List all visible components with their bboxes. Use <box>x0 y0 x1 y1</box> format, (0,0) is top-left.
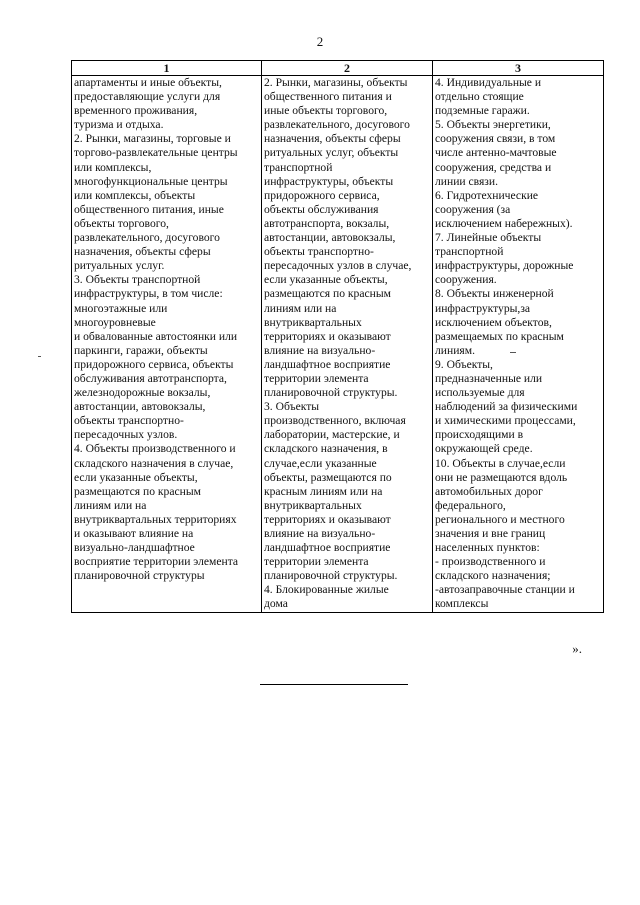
cell-text-line: случае,если указанные <box>264 456 377 470</box>
cell-text-line: торгово-развлекательные центры <box>74 146 238 160</box>
cell-text-line: пересадочных узлов. <box>74 428 178 442</box>
cell-text-line: предназначенные или <box>435 371 543 385</box>
cell-text-line: обслуживания автотранспорта, <box>74 371 227 385</box>
cell-text-line: инфраструктуры, дорожные <box>435 259 574 273</box>
cell-text-line: влияние на визуально- <box>264 527 376 540</box>
column-2-cell <box>262 76 433 613</box>
cell-text-line: общественного питания, иные <box>74 202 224 216</box>
column-header-3: 3 <box>433 61 604 76</box>
cell-text-line: размещаются по красным <box>74 484 201 498</box>
cell-text-line: исключением объектов, <box>435 315 552 329</box>
cell-text-line: ритуальных услуг, объекты <box>264 146 399 160</box>
cell-text-line: автотранспорта, вокзалы, <box>264 216 390 230</box>
cell-text-line: и обвалованные автостоянки или <box>74 329 238 343</box>
cell-text-line: или комплексы, <box>74 160 152 174</box>
cell-text-line: территории элемента <box>264 371 369 385</box>
cell-text-line: -автозаправочные станции и <box>435 583 575 597</box>
cell-text-line: объекты транспортно- <box>264 245 374 259</box>
cell-text-line: инфраструктуры, объекты <box>264 174 394 188</box>
scan-speck <box>38 356 41 357</box>
cell-text-line: и оказывают влияние на <box>74 527 194 540</box>
cell-text-line: автостанции, автовокзалы, <box>264 231 396 245</box>
cell-text-line: объекты торгового, <box>74 216 169 230</box>
cell-text-line: придорожного сервиса, объекты <box>74 357 234 371</box>
cell-text-line: ритуальных услуг. <box>74 259 165 273</box>
closing-quote-mark: ». <box>572 641 582 656</box>
cell-text-line: комплексы <box>435 597 489 611</box>
cell-text-line: временного проживания, <box>74 104 198 118</box>
cell-text-line: территориях и оказывают <box>264 512 391 526</box>
cell-text-line: исключением набережных). <box>435 216 573 230</box>
cell-text-line: многоэтажные или <box>74 301 168 315</box>
cell-text-line: сооружения (за <box>435 202 511 216</box>
cell-text-line: линиям. <box>435 343 475 357</box>
table-row <box>72 76 604 613</box>
cell-text-line: многоуровневые <box>74 315 156 329</box>
cell-text-line: складского назначения; <box>435 569 551 583</box>
cell-text-line: 8. Объекты инженерной <box>435 287 554 301</box>
cell-text-line: используемые для <box>435 386 525 400</box>
cell-text-line: апартаменты и иные объекты, <box>74 76 222 89</box>
cell-text-line: размещаются по красным <box>264 287 391 301</box>
signature-line <box>260 684 408 685</box>
cell-text-line: подземные гаражи. <box>435 104 530 118</box>
cell-text-line: назначения, объекты сферы <box>264 132 401 146</box>
cell-text-line: они не размещаются вдоль <box>435 470 568 484</box>
cell-text-line: федерального, <box>435 498 506 512</box>
cell-text-line: территории элемента <box>264 555 369 569</box>
cell-text-line: 6. Гидротехнические <box>435 188 539 202</box>
document-table <box>71 60 604 613</box>
cell-text-line: общественного питания и <box>264 90 392 104</box>
cell-text-line: планировочной структуры <box>74 569 205 583</box>
cell-text-line: 3. Объекты <box>264 400 320 414</box>
cell-text-line: объекты, размещаются по <box>264 470 392 484</box>
cell-text-line: инфраструктуры,за <box>435 301 531 315</box>
cell-text-line: транспортной <box>264 160 333 174</box>
cell-text-line: назначения, объекты сферы <box>74 245 211 259</box>
cell-text-line: сооружения связи, в том <box>435 132 556 146</box>
column-header-1: 1 <box>72 61 262 76</box>
cell-text-line: ландшафтное восприятие <box>264 357 391 371</box>
cell-text-line: линиям или на <box>264 301 337 315</box>
cell-text-line: транспортной <box>435 245 504 259</box>
cell-text-line: линиям или на <box>74 498 147 512</box>
cell-text-line: предоставляющие услуги для <box>74 90 221 104</box>
cell-text-line: дома <box>264 597 288 611</box>
cell-text-line: населенных пунктов: <box>435 541 540 555</box>
cell-text-line: 3. Объекты транспортной <box>74 273 201 287</box>
cell-text-line: лаборатории, мастерские, и <box>264 428 400 442</box>
cell-text-line: автостанции, автовокзалы, <box>74 400 206 414</box>
cell-text-line: размещаемых по красным <box>435 329 564 343</box>
cell-text-line: планировочной структуры. <box>264 569 398 583</box>
cell-text-line: многофункциональные центры <box>74 174 228 188</box>
cell-text-line: внутриквартальных <box>264 315 362 329</box>
cell-text-line: ландшафтное восприятие <box>264 541 391 555</box>
cell-text-line: 4. Объекты производственного и <box>74 442 236 456</box>
cell-text-line: значения и вне границ <box>435 527 546 540</box>
cell-text-line: планировочной структуры. <box>264 386 398 400</box>
cell-text-line: производственного, включая <box>264 414 406 428</box>
cell-text-line: инфраструктуры, в том числе: <box>74 287 223 301</box>
cell-text-line: пересадочных узлов в случае, <box>264 259 412 273</box>
cell-text-line: визуально-ландшафтное <box>74 541 195 555</box>
cell-text-line: придорожного сервиса, <box>264 188 380 202</box>
scan-speck <box>510 352 516 353</box>
cell-text-line: если указанные объекты, <box>264 273 388 287</box>
cell-text-line: объекты обслуживания <box>264 202 379 216</box>
cell-text-line: объекты транспортно- <box>74 414 184 428</box>
cell-text-line: или комплексы, объекты <box>74 188 196 202</box>
column-1-cell <box>72 76 262 613</box>
cell-text-line: туризма и отдыха. <box>74 118 164 132</box>
cell-text-line: отдельно стоящие <box>435 90 524 104</box>
cell-text-line: складского назначения, в <box>264 442 388 456</box>
cell-text-line: внутриквартальных территориях <box>74 512 237 526</box>
cell-text-line: паркинги, гаражи, объекты <box>74 343 208 357</box>
column-3-cell <box>433 76 604 613</box>
cell-text-line: развлекательного, досугового <box>74 231 220 245</box>
cell-text-line: сооружения, средства и <box>435 160 552 174</box>
cell-text-line: территориях и оказывают <box>264 329 391 343</box>
cell-text-line: иные объекты торгового, <box>264 104 388 118</box>
cell-text-line: влияние на визуально- <box>264 343 376 357</box>
cell-text-line: 4. Блокированные жилые <box>264 583 389 597</box>
cell-text-line: 2. Рынки, магазины, объекты <box>264 76 408 89</box>
cell-text-line: железнодорожные вокзалы, <box>74 386 211 400</box>
cell-text-line: внутриквартальных <box>264 498 362 512</box>
cell-text-line: восприятие территории элемента <box>74 555 239 569</box>
cell-text-line: линии связи. <box>435 174 498 188</box>
cell-text-line: 5. Объекты энергетики, <box>435 118 551 132</box>
cell-text-line: 10. Объекты в случае,если <box>435 456 566 470</box>
cell-text-line: 4. Индивидуальные и <box>435 76 542 89</box>
cell-text-line: происходящими в <box>435 428 524 442</box>
cell-text-line: 9. Объекты, <box>435 357 493 371</box>
cell-text-line: автомобильных дорог <box>435 484 543 498</box>
cell-text-line: красным линиям или на <box>264 484 383 498</box>
cell-text-line: и химическими процессами, <box>435 414 576 428</box>
cell-text-line: сооружения. <box>435 273 497 287</box>
cell-text-line: складского назначения в случае, <box>74 456 234 470</box>
cell-text-line: числе антенно-мачтовые <box>435 146 557 160</box>
cell-text-line: регионального и местного <box>435 512 565 526</box>
page-number: 2 <box>316 34 324 49</box>
cell-text-line: - производственного и <box>435 555 546 569</box>
cell-text-line: наблюдений за физическими <box>435 400 578 414</box>
cell-text-line: окружающей среде. <box>435 442 533 456</box>
cell-text-line: развлекательного, досугового <box>264 118 410 132</box>
cell-text-line: если указанные объекты, <box>74 470 198 484</box>
cell-text-line: 7. Линейные объекты <box>435 231 542 245</box>
cell-text-line: 2. Рынки, магазины, торговые и <box>74 132 231 146</box>
table-header-row <box>72 61 604 76</box>
column-header-2: 2 <box>262 61 433 76</box>
